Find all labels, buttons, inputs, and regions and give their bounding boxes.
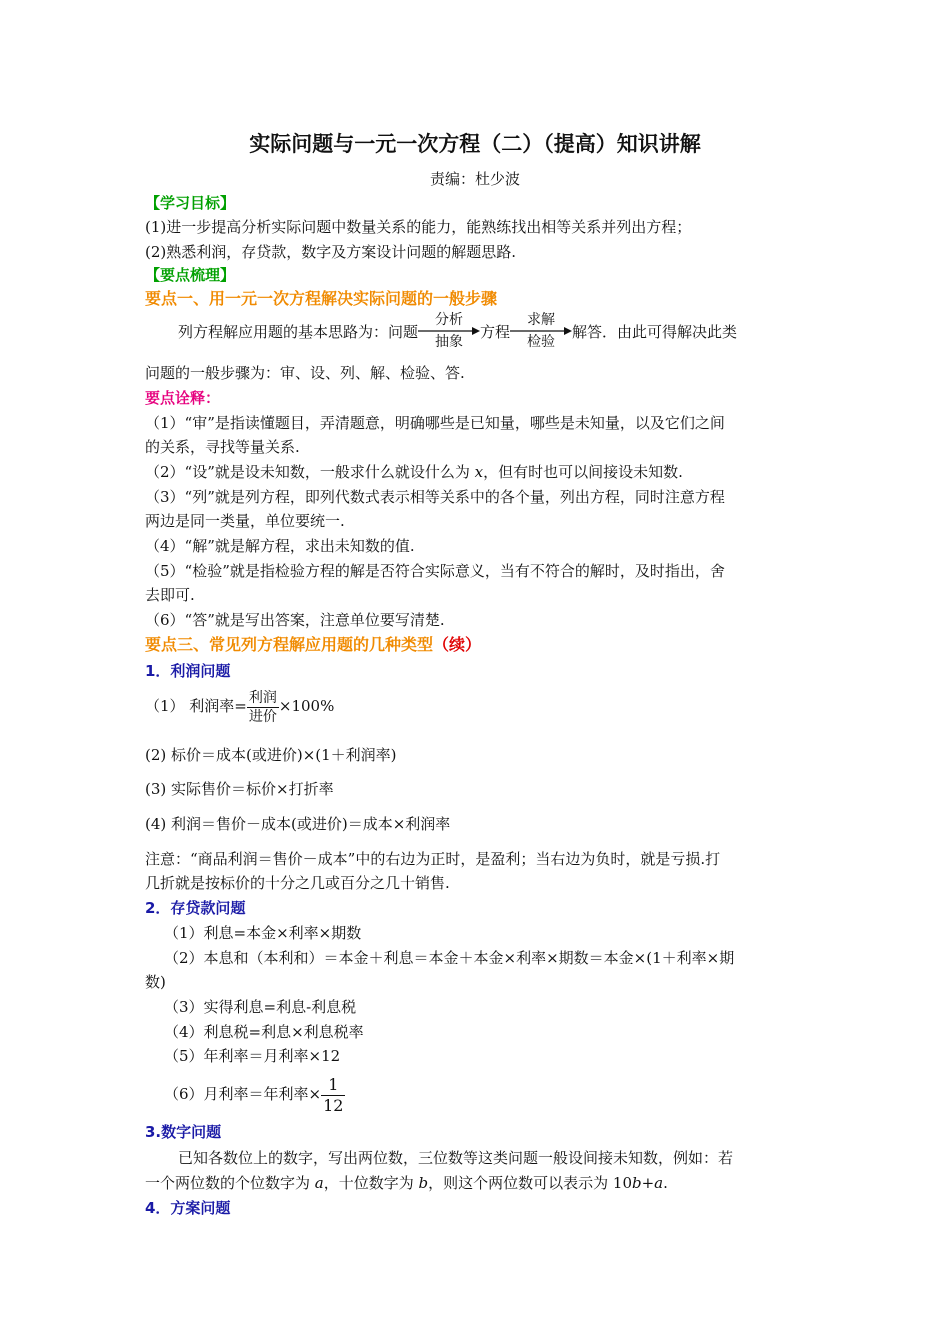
note-line: （6）“答”就是写出答案，注意单位要写清楚. [145, 611, 445, 629]
var-x: x [474, 463, 484, 481]
var-a: a [314, 1174, 324, 1192]
profit-formula-4: (4) 利润＝售价－成本(或进价)＝成本×利润率 [145, 815, 451, 833]
digits-line: 已知各数位上的数字，写出两位数，三位数等这类问题一般设间接未知数，例如：若 [178, 1149, 734, 1167]
profit-formula-2: (2) 标价＝成本(或进价)×(1＋利润率) [145, 746, 397, 764]
fraction-numerator: 1 [321, 1075, 345, 1096]
profit-note: 几折就是按标价的十分之几或百分之几十销售. [145, 874, 450, 892]
digits-text: 一个两位数的个位数字为 [145, 1174, 315, 1192]
var-b: b [631, 1174, 642, 1192]
deposit-line: （2）本息和（本利和）＝本金＋利息＝本金＋本金×利率×期数＝本金×(1＋利率×期 [164, 949, 735, 967]
deposit-line: （5）年利率＝月利率×12 [164, 1047, 341, 1065]
period: . [663, 1174, 668, 1192]
digits-heading: 3.数字问题 [145, 1123, 222, 1141]
goals-heading: 【学习目标】 [145, 194, 236, 212]
arrow-label-bottom: 抽象 [435, 334, 464, 350]
deposit-line [164, 1072, 345, 1116]
deposit-heading: 2．存贷款问题 [145, 899, 246, 917]
note-line: （4）“解”就是解方程，求出未知数的值. [145, 537, 415, 555]
formula-text: ×100% [278, 697, 335, 715]
profit-heading: 1．利润问题 [145, 662, 231, 680]
summary-heading: 【要点梳理】 [145, 266, 236, 284]
fraction-denominator: 12 [323, 1095, 344, 1115]
var-b: b [418, 1174, 429, 1192]
heading-text: 要点三、常见列方程解应用题的几种类型 [145, 635, 434, 654]
deposit-line: 数) [145, 973, 166, 991]
point1-steps: 问题的一般步骤为：审、设、列、解、检验、答. [145, 364, 465, 382]
deposit-line: （1）利息=本金×利率×期数 [164, 924, 362, 942]
deposit-line: （4）利息税=利息×利息税率 [164, 1023, 364, 1041]
note-line: （5）“检验”就是指检验方程的解是否符合实际意义，当有不符合的解时，及时指出，舍 [145, 562, 725, 580]
point3-heading [145, 634, 481, 656]
point1-heading: 要点一、用一元一次方程解决实际问题的一般步骤 [145, 289, 498, 308]
note-line: 两边是同一类量，单位要统一. [145, 512, 345, 530]
arrow-solve [510, 312, 572, 350]
goal-item: (2)熟悉利润，存贷款，数字及方案设计问题的解题思路. [145, 243, 517, 261]
note-line: 的关系，寻找等量关系. [145, 438, 300, 456]
note-text: （2）“设”就是设未知数，一般求什么就设什么为 [145, 463, 475, 481]
arrow-label-top: 求解 [527, 312, 556, 328]
arrow-label-bottom: 检验 [527, 334, 556, 350]
digits-line [145, 1172, 668, 1194]
note-line: （3）“列”就是列方程，即列代数式表示相等关系中的各个量，列出方程，同时注意方程 [145, 488, 725, 506]
fraction [247, 689, 279, 726]
arrow-label-top: 分析 [435, 312, 464, 328]
goal-item: (1)进一步提高分析实际问题中数量关系的能力，能熟练找出相等关系并列出方程； [145, 218, 692, 236]
notes-heading: 要点诠释： [145, 389, 221, 407]
editor-credit: 责编：杜少波 [429, 170, 520, 188]
var-a: a [654, 1174, 664, 1192]
fraction-numerator: 利润 [248, 689, 277, 706]
formula-text: （1） 利润率= [145, 697, 247, 715]
note-line [145, 461, 683, 483]
note-line: （1）“审”是指读懂题目，弄清题意，明确哪些是已知量，哪些是未知量，以及它们之间 [145, 414, 725, 432]
profit-note: 注意：“商品利润＝售价－成本”中的右边为正时，是盈利；当右边为负时，就是亏损.打 [145, 850, 721, 868]
arrow-analyze [418, 312, 480, 350]
fraction-denominator: 进价 [248, 708, 277, 725]
profit-formula-1 [145, 686, 334, 726]
page-title: 实际问题与一元一次方程（二）（提高）知识讲解 [249, 132, 701, 156]
digits-text: ，十位数字为 [323, 1174, 419, 1192]
deposit-line: （3）实得利息=利息-利息税 [164, 998, 357, 1016]
flow-intro: 列方程解应用题的基本思路为：问题 [178, 323, 419, 341]
plus-sign: + [641, 1174, 655, 1192]
flow-tail: 解答．由此可得解决此类 [572, 323, 738, 341]
heading-suffix: （续） [433, 635, 482, 654]
digits-text: ，则这个两位数可以表示为 10 [428, 1174, 632, 1192]
fraction [321, 1075, 345, 1116]
plan-heading: 4．方案问题 [145, 1199, 231, 1217]
flow-mid: 方程 [480, 323, 511, 341]
note-line: 去即可. [145, 586, 195, 604]
note-text: ，但有时也可以间接设未知数. [483, 463, 683, 481]
profit-formula-3: (3) 实际售价＝标价×打折率 [145, 780, 334, 798]
point1-flow [178, 312, 738, 350]
formula-text: （6）月利率＝年利率× [164, 1085, 322, 1103]
